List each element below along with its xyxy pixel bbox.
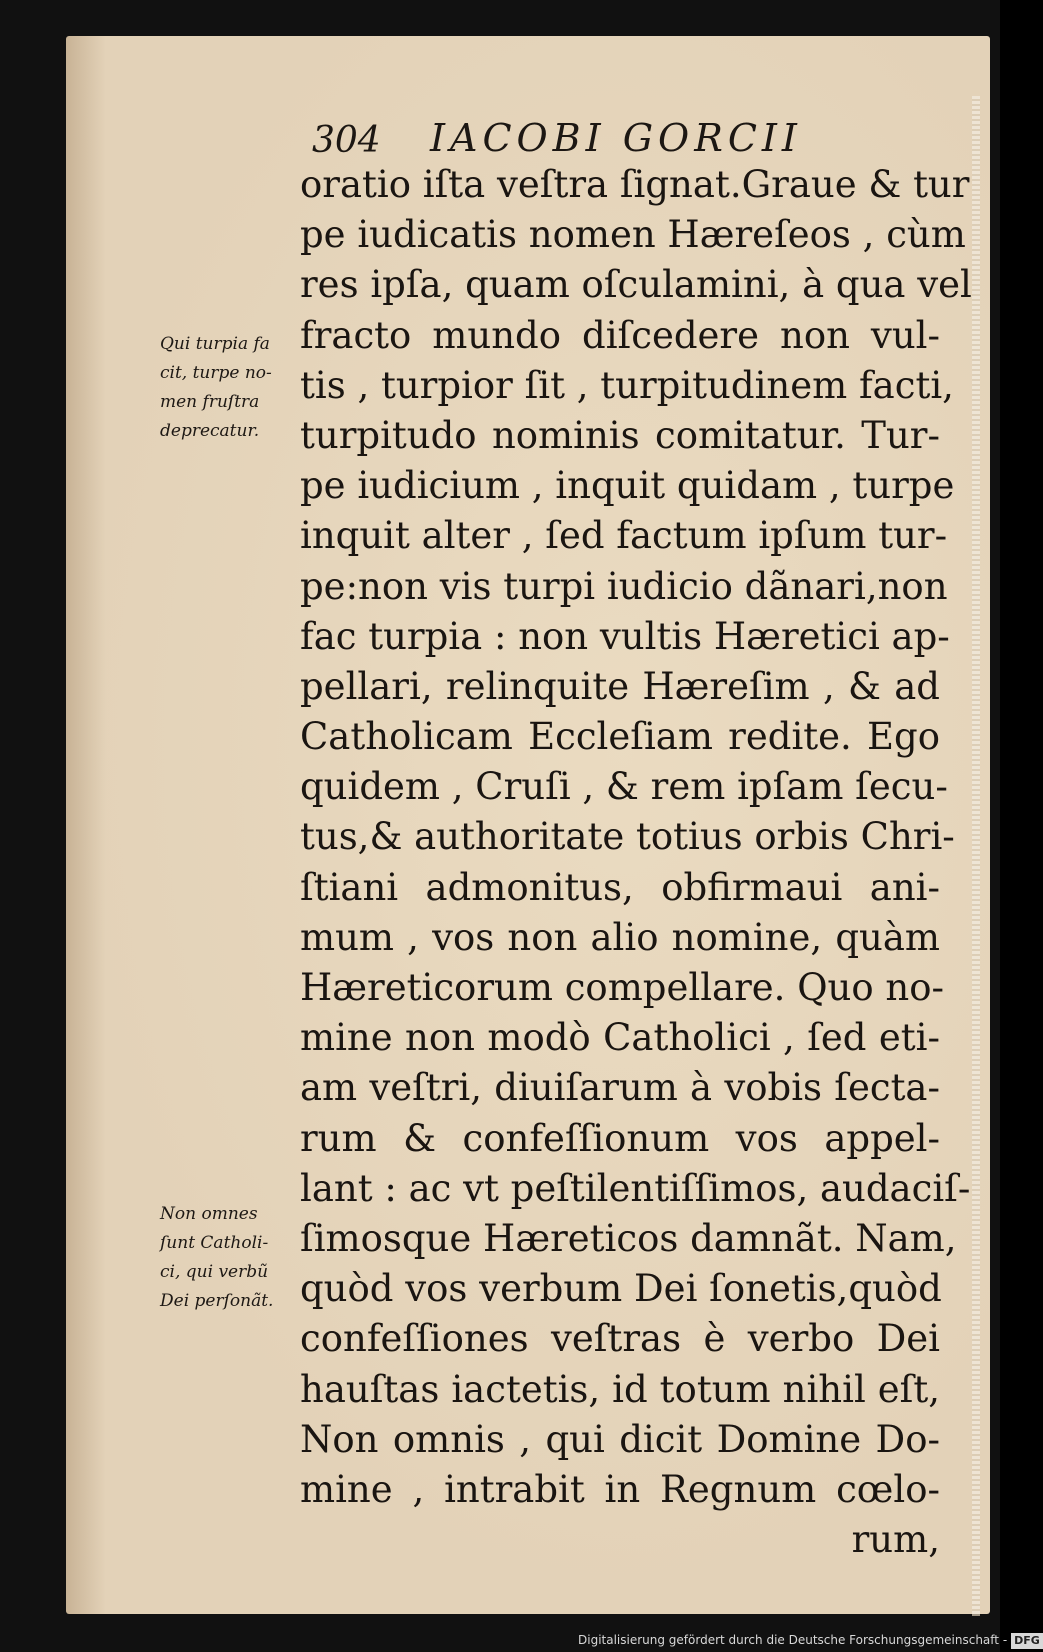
text-line: mum , vos non alio nomine, quàm (300, 915, 940, 959)
text-line: Hæreticorum compellare. Quo no- (300, 966, 944, 1009)
marginal-note-2 (160, 1200, 300, 1316)
text-line: inquit alter , ſed factum ipſum tur- (300, 514, 948, 558)
digitization-footer (578, 1630, 1040, 1650)
text-line: pellari, relinquite Hæreſim , & ad (300, 664, 940, 708)
dfg-logo: DFG (1011, 1633, 1043, 1649)
text-line: turpitudo nominis comitatur. Tur- (300, 413, 940, 457)
marginal-line: Dei perſonãt. (160, 1291, 274, 1311)
text-line: res ipſa, quam oſculamini, à qua vel (300, 263, 972, 307)
text-line: quòd vos verbum Dei ſonetis,quòd (300, 1267, 942, 1311)
text-line: oratio iſta veſtra ſignat.Graue & tur (300, 163, 970, 206)
text-line: confeſſiones veſtras è verbo Dei (300, 1317, 940, 1361)
text-line: fracto mundo diſcedere non vul- (300, 313, 940, 357)
text-line: Non omnis , qui dicit Domine Do- (300, 1417, 940, 1461)
text-line: rum & confeſſionum vos appel- (300, 1116, 940, 1160)
marginal-line: ſunt Catholi- (160, 1233, 269, 1253)
text-line: pe:non vis turpi iudicio dãnari,non (300, 564, 948, 608)
marginal-line: cit, turpe no- (160, 363, 272, 383)
marginal-line: men fruſtra (160, 392, 260, 412)
text-line: ſimosque Hæreticos damnãt. Nam, (300, 1216, 957, 1260)
text-line: tus,& authoritate totius orbis Chri- (300, 815, 955, 859)
text-line: lant : ac vt peſtilentiſſimos, audaciſ- (300, 1166, 971, 1210)
text-line: mine non modò Catholici , ſed eti- (300, 1016, 940, 1060)
text-line: pe iudicium , inquit quidam , turpe (300, 464, 955, 508)
text-line: am veſtri, diuiſarum à vobis ſecta- (300, 1066, 940, 1110)
text-line-catchword: rum, (851, 1518, 940, 1562)
page-header (300, 116, 860, 164)
page-edge (972, 96, 980, 1616)
text-line: hauſtas iactetis, id totum nihil eſt, (300, 1367, 940, 1411)
running-title: IACOBI GORCII (430, 116, 802, 160)
marginal-note-1 (160, 330, 300, 446)
text-line: tis , turpior ſit , turpitudinem facti, (300, 363, 954, 407)
text-line: quidem , Cruſi , & rem ipſam ſecu- (300, 765, 948, 809)
marginal-line: Non omnes (160, 1204, 258, 1224)
marginal-line: deprecatur. (160, 421, 260, 441)
footer-text: Digitalisierung gefördert durch die Deutsche Forschungsgemeinschaft - (578, 1633, 1008, 1647)
page-number: 304 (312, 120, 381, 161)
text-line: mine , intrabit in Regnum cœlo- (300, 1467, 940, 1511)
marginal-line: ci, qui verbũ (160, 1262, 269, 1282)
marginal-line: Qui turpia fa (160, 334, 270, 354)
text-line: Catholicam Eccleſiam redite. Ego (300, 715, 940, 759)
text-line: ſtiani admonitus, obfirmaui ani- (300, 865, 940, 909)
body-text (300, 160, 972, 1565)
text-line: pe iudicatis nomen Hæreſeos , cùm (300, 213, 966, 257)
text-line: fac turpia : non vultis Hæretici ap- (300, 614, 950, 658)
